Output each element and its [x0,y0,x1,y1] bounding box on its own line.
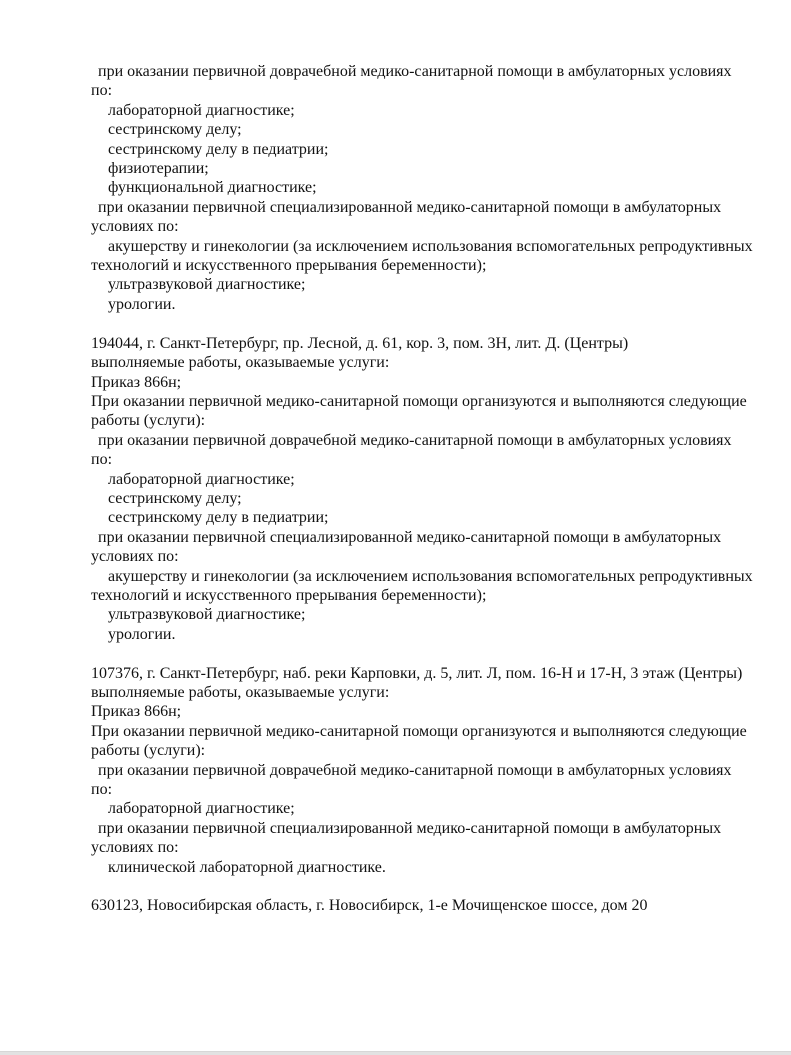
document-line: условиях по: [91,218,179,236]
document-line: ультразвуковой диагностике; [108,276,306,294]
document-line: выполняемые работы, оказываемые услуги: [91,354,390,372]
document-line: сестринскому делу в педиатрии; [108,509,329,527]
document-line: сестринскому делу; [108,489,242,507]
license-text-block [91,62,761,916]
document-line: При оказании первичной медико-санитарной помощи организуются и выполняются следующие [91,392,747,410]
document-line: при оказании первичной специализированной медико-санитарной помощи в амбулаторных [98,198,722,216]
document-line: 630123, Новосибирская область, г. Новосибирск, 1-е Мочищенское шоссе, дом 20 [91,897,648,915]
document-line: работы (услуги): [91,412,206,430]
document-line: по: [91,451,113,469]
document-line: сестринскому делу в педиатрии; [108,140,329,158]
document-line: лабораторной диагностике; [108,470,295,488]
document-line: функциональной диагностике; [108,179,317,197]
blank-line [91,877,761,896]
document-line: по: [91,781,113,799]
document-line: акушерству и гинекологии (за исключением использования вспомогательных репродуктивных [108,567,753,585]
document-line: Приказ 866н; [91,373,182,391]
document-line: сестринскому делу; [108,121,242,139]
document-line: работы (услуги): [91,742,206,760]
document-line: 194044, г. Санкт-Петербург, пр. Лесной, д. 61, кор. 3, пом. 3Н, лит. Д. (Центры) [91,334,629,352]
document-line: физиотерапии; [108,160,209,178]
document-line: 107376, г. Санкт-Петербург, наб. реки Карповки, д. 5, лит. Л, пом. 16-Н и 17-Н, 3 этаж (Центры) [91,664,743,682]
document-line: урологии. [108,625,176,643]
document-line: ультразвуковой диагностике; [108,606,306,624]
blank-line [91,314,761,333]
document-line: клинической лабораторной диагностике. [108,858,386,876]
document-line: лабораторной диагностике; [108,101,295,119]
document-line: по: [91,82,113,100]
document-line: условиях по: [91,548,179,566]
document-line: акушерству и гинекологии (за исключением использования вспомогательных репродуктивных [108,237,753,255]
document-line: выполняемые работы, оказываемые услуги: [91,684,390,701]
document-line: технологий и искусственного прерывания беременности); [91,257,487,275]
document-line: Приказ 866н; [91,703,182,721]
document-line: при оказании первичной специализированной медико-санитарной помощи в амбулаторных [98,819,722,837]
document-line: лабораторной диагностике; [108,800,295,818]
document-line: при оказании первичной специализированной медико-санитарной помощи в амбулаторных [98,528,722,546]
document-line: при оказании первичной доврачебной медико-санитарной помощи в амбулаторных условиях [98,761,732,779]
bottom-edge-strip [0,1051,791,1055]
document-line: урологии. [108,295,176,313]
document-line: При оказании первичной медико-санитарной помощи организуются и выполняются следующие [91,722,747,740]
document-line: при оказании первичной доврачебной медико-санитарной помощи в амбулаторных условиях [98,63,732,80]
document-line: технологий и искусственного прерывания беременности); [91,586,487,604]
blank-line [91,644,761,663]
document-line: при оказании первичной доврачебной медико-санитарной помощи в амбулаторных условиях [98,431,732,449]
document-line: условиях по: [91,839,179,857]
